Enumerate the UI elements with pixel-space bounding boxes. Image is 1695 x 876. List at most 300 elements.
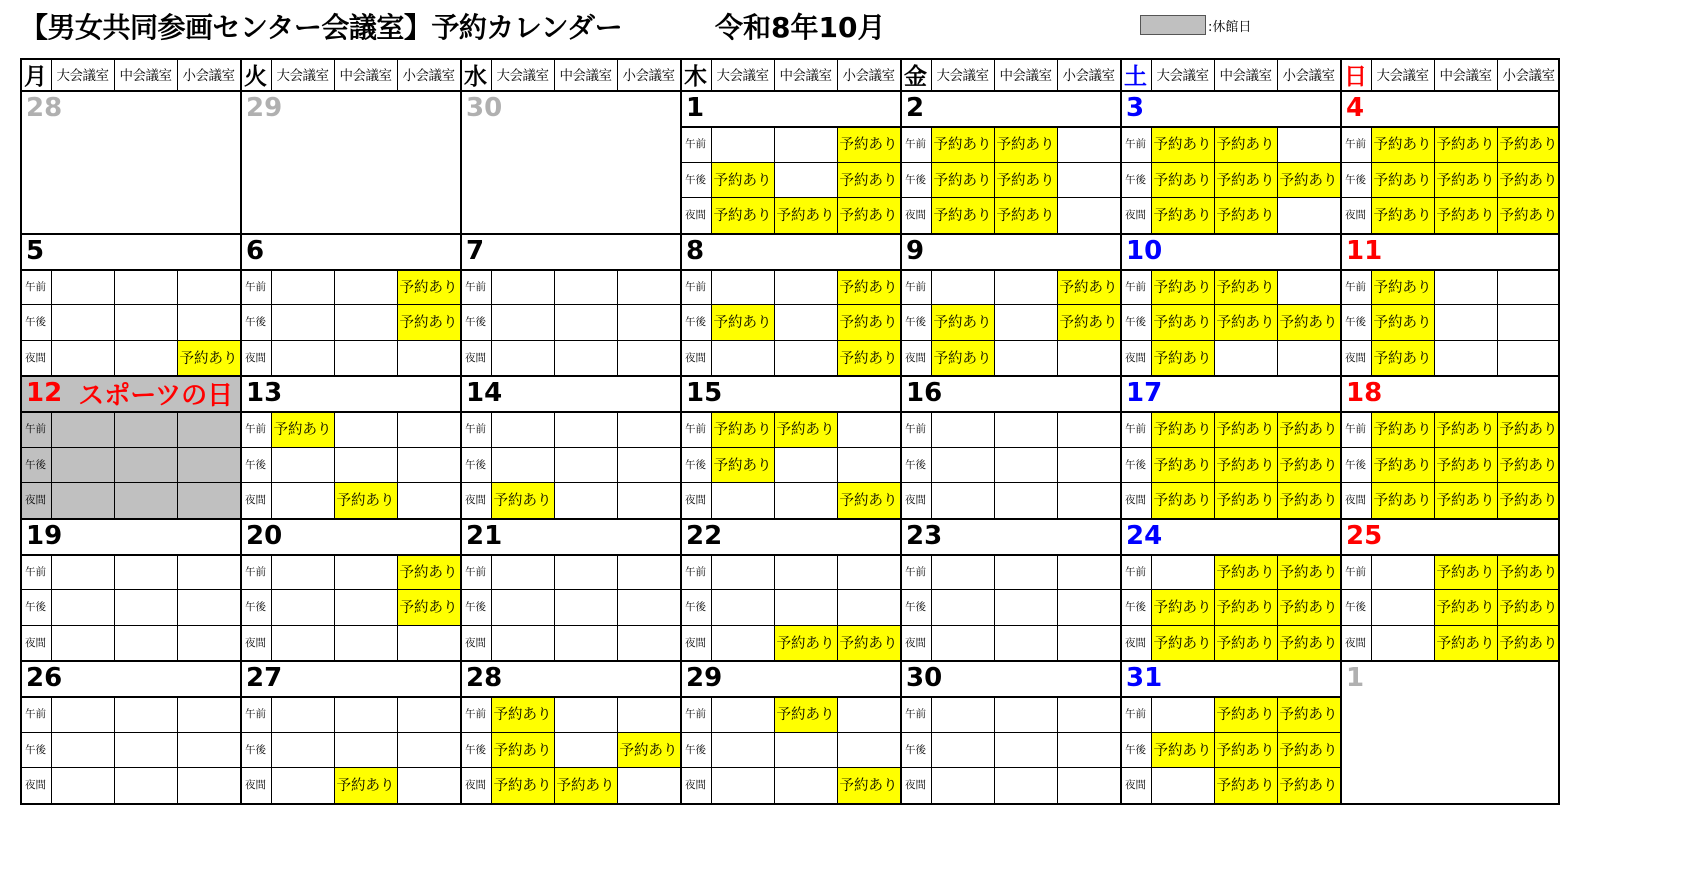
slot-label-pm: 午後: [245, 743, 266, 756]
grid-slot-divider: [1340, 197, 1560, 198]
grid-col-divider: [1371, 126, 1372, 233]
reservation-cell[interactable]: 予約あり: [1497, 554, 1560, 590]
reservation-cell[interactable]: 予約あり: [1434, 197, 1497, 233]
grid-slot-divider: [20, 625, 240, 626]
slot-label-night: 夜間: [905, 209, 926, 222]
grid-slot-divider: [460, 625, 680, 626]
room-header: 中会議室: [1439, 68, 1492, 84]
grid-day-divider: [460, 58, 462, 805]
grid-col-divider: [1214, 58, 1215, 90]
grid-header-divider: [20, 90, 1560, 92]
reservation-cell[interactable]: 予約あり: [837, 304, 900, 340]
reservation-cell[interactable]: 予約あり: [931, 126, 994, 162]
reservation-cell[interactable]: 予約あり: [491, 732, 554, 768]
slot-label-night: 夜間: [245, 636, 266, 649]
slot-label-night: 夜間: [905, 779, 926, 792]
grid-week-divider: [20, 518, 1560, 520]
grid-col-divider: [994, 411, 995, 518]
reservation-cell[interactable]: 予約あり: [617, 732, 680, 768]
reservation-cell[interactable]: 予約あり: [397, 589, 460, 625]
reservation-cell[interactable]: 予約あり: [1151, 589, 1214, 625]
grid-col-divider: [617, 554, 618, 661]
grid-slot-divider: [20, 340, 240, 341]
reservation-cell[interactable]: 予約あり: [711, 447, 774, 483]
reservation-cell[interactable]: 予約あり: [1151, 732, 1214, 768]
reservation-cell[interactable]: 予約あり: [1371, 197, 1434, 233]
grid-week-divider: [20, 375, 1560, 377]
slot-label-night: 夜間: [1345, 636, 1366, 649]
grid-slot-divider: [680, 732, 900, 733]
reservation-cell[interactable]: 予約あり: [1497, 482, 1560, 518]
grid-col-divider: [1057, 411, 1058, 518]
room-header: 大会議室: [56, 68, 109, 84]
reservation-cell[interactable]: 予約あり: [1434, 411, 1497, 447]
reservation-cell[interactable]: 予約あり: [1434, 162, 1497, 198]
room-header: 大会議室: [1156, 68, 1209, 84]
grid-slot-divider: [900, 767, 1120, 768]
reservation-calendar: [20, 58, 1560, 803]
grid-slot-divider: [1120, 340, 1340, 341]
grid-col-divider: [774, 554, 775, 661]
reservation-cell[interactable]: 予約あり: [1497, 625, 1560, 661]
slot-label-am: 午前: [685, 280, 706, 293]
grid-day-divider: [900, 58, 902, 805]
reservation-cell[interactable]: 予約あり: [774, 625, 837, 661]
reservation-cell[interactable]: 予約あり: [1277, 304, 1340, 340]
grid-date-divider: [1120, 411, 1340, 413]
grid-slot-divider: [240, 304, 460, 305]
grid-slot-divider: [680, 162, 900, 163]
weekday-header: 土: [1124, 63, 1147, 90]
slot-label-am: 午前: [25, 708, 46, 721]
reservation-cell[interactable]: 予約あり: [1277, 589, 1340, 625]
room-header: 中会議室: [1219, 68, 1272, 84]
reservation-cell[interactable]: 予約あり: [1371, 126, 1434, 162]
reservation-cell[interactable]: 予約あり: [334, 767, 397, 803]
grid-slot-divider: [240, 767, 460, 768]
grid-col-divider: [334, 58, 335, 90]
grid-day-divider: [1340, 58, 1342, 805]
grid-col-divider: [491, 696, 492, 803]
reservation-cell[interactable]: 予約あり: [1151, 269, 1214, 305]
grid-col-divider: [51, 411, 52, 518]
slot-label-night: 夜間: [1125, 779, 1146, 792]
slot-label-night: 夜間: [685, 351, 706, 364]
slot-label-pm: 午後: [685, 743, 706, 756]
grid-col-divider: [114, 411, 115, 518]
reservation-cell[interactable]: 予約あり: [1277, 482, 1340, 518]
grid-slot-divider: [680, 482, 900, 483]
reservation-cell[interactable]: 予約あり: [397, 304, 460, 340]
grid-col-divider: [51, 554, 52, 661]
grid-col-divider: [114, 696, 115, 803]
reservation-cell[interactable]: 予約あり: [1214, 767, 1277, 803]
room-header: 小会議室: [402, 68, 455, 84]
reservation-cell[interactable]: 予約あり: [1151, 197, 1214, 233]
grid-col-divider: [711, 126, 712, 233]
grid-slot-divider: [680, 625, 900, 626]
reservation-cell[interactable]: 予約あり: [1151, 162, 1214, 198]
reservation-cell[interactable]: 予約あり: [711, 304, 774, 340]
reservation-cell[interactable]: 予約あり: [1151, 340, 1214, 376]
grid-col-divider: [1277, 554, 1278, 661]
grid-date-divider: [680, 269, 900, 271]
weekday-header: 月: [24, 63, 47, 90]
grid-date-divider: [20, 411, 240, 413]
slot-label-night: 夜間: [685, 636, 706, 649]
grid-col-divider: [177, 269, 178, 376]
reservation-cell[interactable]: 予約あり: [1434, 126, 1497, 162]
slot-label-pm: 午後: [465, 601, 486, 614]
reservation-cell[interactable]: 予約あり: [1277, 162, 1340, 198]
grid-date-divider: [240, 696, 460, 698]
grid-slot-divider: [240, 447, 460, 448]
slot-label-night: 夜間: [245, 494, 266, 507]
room-header: 小会議室: [1062, 68, 1115, 84]
reservation-cell[interactable]: 予約あり: [1497, 411, 1560, 447]
reservation-cell[interactable]: 予約あり: [1214, 126, 1277, 162]
slot-label-pm: 午後: [1125, 601, 1146, 614]
reservation-cell[interactable]: 予約あり: [1371, 269, 1434, 305]
slot-label-night: 夜間: [245, 351, 266, 364]
date-number: 1: [686, 93, 705, 123]
reservation-cell[interactable]: 予約あり: [1371, 304, 1434, 340]
reservation-cell[interactable]: 予約あり: [1277, 554, 1340, 590]
reservation-cell[interactable]: 予約あり: [1371, 411, 1434, 447]
date-number: 10: [1126, 235, 1163, 266]
reservation-cell[interactable]: 予約あり: [1277, 732, 1340, 768]
grid-date-divider: [900, 554, 1120, 556]
reservation-cell[interactable]: 予約あり: [994, 197, 1057, 233]
reservation-cell[interactable]: 予約あり: [397, 554, 460, 590]
grid-col-divider: [1497, 58, 1498, 90]
reservation-cell[interactable]: 予約あり: [1434, 589, 1497, 625]
slot-label-night: 夜間: [25, 494, 46, 507]
reservation-cell[interactable]: 予約あり: [994, 126, 1057, 162]
grid-col-divider: [1371, 554, 1372, 661]
reservation-cell[interactable]: 予約あり: [711, 411, 774, 447]
grid-slot-divider: [1120, 732, 1340, 733]
grid-slot-divider: [1120, 625, 1340, 626]
grid-slot-divider: [900, 732, 1120, 733]
reservation-cell[interactable]: 予約あり: [837, 625, 900, 661]
grid-date-divider: [680, 126, 900, 128]
slot-label-pm: 午後: [465, 743, 486, 756]
grid-slot-divider: [460, 340, 680, 341]
grid-top-border: [20, 58, 1560, 60]
grid-col-divider: [554, 411, 555, 518]
date-number: 5: [26, 235, 45, 266]
grid-slot-divider: [900, 197, 1120, 198]
grid-col-divider: [1497, 411, 1498, 518]
slot-label-am: 午前: [1125, 708, 1146, 721]
grid-date-divider: [1120, 554, 1340, 556]
slot-label-am: 午前: [25, 280, 46, 293]
reservation-cell[interactable]: 予約あり: [1214, 269, 1277, 305]
grid-col-divider: [334, 269, 335, 376]
reservation-cell[interactable]: 予約あり: [1214, 732, 1277, 768]
grid-col-divider: [271, 58, 272, 90]
date-number: 29: [686, 663, 723, 693]
date-number: 26: [26, 663, 63, 693]
holiday-name: スポーツの日: [78, 380, 234, 411]
slot-label-pm: 午後: [1125, 743, 1146, 756]
grid-col-divider: [994, 696, 995, 803]
grid-slot-divider: [1120, 447, 1340, 448]
slot-label-pm: 午後: [685, 458, 706, 471]
reservation-cell[interactable]: 予約あり: [1214, 696, 1277, 732]
slot-label-pm: 午後: [1345, 173, 1366, 186]
reservation-cell[interactable]: 予約あり: [1151, 411, 1214, 447]
grid-col-divider: [554, 58, 555, 90]
date-number: 27: [246, 663, 283, 693]
reservation-cell[interactable]: 予約あり: [397, 269, 460, 305]
reservation-cell[interactable]: 予約あり: [1277, 696, 1340, 732]
reservation-cell[interactable]: 予約あり: [931, 162, 994, 198]
slot-label-am: 午前: [905, 423, 926, 436]
date-number: 4: [1346, 93, 1365, 123]
weekday-header: 水: [464, 63, 487, 90]
grid-slot-divider: [460, 767, 680, 768]
grid-slot-divider: [460, 589, 680, 590]
reservation-cell[interactable]: 予約あり: [931, 304, 994, 340]
grid-date-divider: [20, 554, 240, 556]
grid-slot-divider: [460, 732, 680, 733]
grid-col-divider: [1151, 269, 1152, 376]
grid-col-divider: [397, 411, 398, 518]
slot-label-pm: 午後: [1345, 316, 1366, 329]
reservation-cell[interactable]: 予約あり: [1277, 411, 1340, 447]
grid-slot-divider: [900, 482, 1120, 483]
reservation-cell[interactable]: 予約あり: [1057, 304, 1120, 340]
reservation-cell[interactable]: 予約あり: [1434, 482, 1497, 518]
reservation-cell[interactable]: 予約あり: [1214, 162, 1277, 198]
reservation-cell[interactable]: 予約あり: [1214, 554, 1277, 590]
slot-label-am: 午前: [1345, 138, 1366, 151]
reservation-cell[interactable]: 予約あり: [1151, 304, 1214, 340]
slot-label-pm: 午後: [245, 316, 266, 329]
grid-slot-divider: [240, 589, 460, 590]
reservation-cell[interactable]: 予約あり: [837, 269, 900, 305]
reservation-cell[interactable]: 予約あり: [1151, 126, 1214, 162]
reservation-cell[interactable]: 予約あり: [837, 340, 900, 376]
grid-col-divider: [617, 696, 618, 803]
date-number: 15: [686, 378, 723, 408]
grid-col-divider: [1434, 269, 1435, 376]
date-number: 21: [466, 520, 503, 551]
slot-label-am: 午前: [1345, 565, 1366, 578]
grid-slot-divider: [900, 625, 1120, 626]
grid-day-divider: [1558, 58, 1560, 805]
reservation-cell[interactable]: 予約あり: [837, 482, 900, 518]
reservation-cell[interactable]: 予約あり: [1371, 162, 1434, 198]
grid-slot-divider: [1120, 767, 1340, 768]
grid-date-divider: [460, 269, 680, 271]
grid-col-divider: [177, 411, 178, 518]
grid-slot-divider: [1120, 304, 1340, 305]
reservation-cell[interactable]: 予約あり: [334, 482, 397, 518]
reservation-cell[interactable]: 予約あり: [1277, 447, 1340, 483]
date-number: 28: [26, 93, 63, 123]
reservation-cell[interactable]: 予約あり: [491, 482, 554, 518]
reservation-cell[interactable]: 予約あり: [774, 197, 837, 233]
grid-col-divider: [1497, 269, 1498, 376]
reservation-cell[interactable]: 予約あり: [711, 162, 774, 198]
grid-slot-divider: [1120, 162, 1340, 163]
grid-col-divider: [774, 126, 775, 233]
reservation-cell[interactable]: 予約あり: [1214, 411, 1277, 447]
grid-col-divider: [271, 411, 272, 518]
slot-label-am: 午前: [465, 565, 486, 578]
reservation-cell[interactable]: 予約あり: [177, 340, 240, 376]
grid-slot-divider: [460, 304, 680, 305]
reservation-cell[interactable]: 予約あり: [1214, 304, 1277, 340]
reservation-cell[interactable]: 予約あり: [1277, 625, 1340, 661]
grid-col-divider: [837, 554, 838, 661]
reservation-cell[interactable]: 予約あり: [1151, 625, 1214, 661]
slot-label-night: 夜間: [465, 779, 486, 792]
reservation-cell[interactable]: 予約あり: [931, 340, 994, 376]
slot-label-pm: 午後: [245, 601, 266, 614]
date-number: 22: [686, 520, 723, 551]
grid-date-divider: [900, 411, 1120, 413]
reservation-cell[interactable]: 予約あり: [1371, 340, 1434, 376]
date-number: 7: [466, 235, 485, 266]
grid-col-divider: [554, 696, 555, 803]
reservation-cell[interactable]: 予約あり: [994, 162, 1057, 198]
grid-day-divider: [20, 58, 22, 805]
reservation-cell[interactable]: 予約あり: [774, 696, 837, 732]
grid-slot-divider: [900, 589, 1120, 590]
grid-col-divider: [837, 58, 838, 90]
reservation-cell[interactable]: 予約あり: [711, 197, 774, 233]
grid-slot-divider: [20, 767, 240, 768]
slot-label-pm: 午後: [1125, 173, 1146, 186]
slot-label-pm: 午後: [1345, 601, 1366, 614]
grid-date-divider: [20, 269, 240, 271]
reservation-cell[interactable]: 予約あり: [1214, 482, 1277, 518]
grid-col-divider: [554, 554, 555, 661]
reservation-cell[interactable]: 予約あり: [837, 197, 900, 233]
reservation-cell[interactable]: 予約あり: [837, 162, 900, 198]
grid-col-divider: [271, 696, 272, 803]
reservation-cell[interactable]: 予約あり: [837, 126, 900, 162]
grid-slot-divider: [460, 447, 680, 448]
reservation-cell[interactable]: 予約あり: [1214, 625, 1277, 661]
grid-col-divider: [837, 269, 838, 376]
date-number: 19: [26, 520, 63, 551]
reservation-cell[interactable]: 予約あり: [1497, 447, 1560, 483]
reservation-cell[interactable]: 予約あり: [1434, 625, 1497, 661]
slot-label-night: 夜間: [25, 636, 46, 649]
grid-col-divider: [51, 269, 52, 376]
grid-col-divider: [994, 269, 995, 376]
grid-col-divider: [1151, 126, 1152, 233]
slot-label-am: 午前: [25, 565, 46, 578]
reservation-cell[interactable]: 予約あり: [1057, 269, 1120, 305]
grid-col-divider: [1277, 269, 1278, 376]
reservation-cell[interactable]: 予約あり: [1371, 482, 1434, 518]
slot-label-am: 午前: [1125, 423, 1146, 436]
reservation-cell[interactable]: 予約あり: [1151, 447, 1214, 483]
grid-date-divider: [680, 411, 900, 413]
slot-label-am: 午前: [1345, 280, 1366, 293]
slot-label-pm: 午後: [465, 458, 486, 471]
weekday-header: 火: [244, 63, 267, 90]
slot-label-night: 夜間: [25, 779, 46, 792]
grid-week-divider: [20, 660, 1560, 662]
grid-date-divider: [460, 696, 680, 698]
reservation-cell[interactable]: 予約あり: [931, 197, 994, 233]
grid-slot-divider: [240, 340, 460, 341]
grid-slot-divider: [240, 732, 460, 733]
grid-col-divider: [491, 58, 492, 90]
reservation-cell[interactable]: 予約あり: [837, 767, 900, 803]
grid-col-divider: [177, 58, 178, 90]
reservation-cell[interactable]: 予約あり: [1371, 447, 1434, 483]
room-header: 小会議室: [1282, 68, 1335, 84]
grid-col-divider: [711, 696, 712, 803]
grid-col-divider: [1214, 696, 1215, 803]
grid-col-divider: [1434, 126, 1435, 233]
room-header: 小会議室: [182, 68, 235, 84]
grid-col-divider: [1277, 696, 1278, 803]
room-header: 中会議室: [339, 68, 392, 84]
grid-date-divider: [1340, 269, 1560, 271]
reservation-cell[interactable]: 予約あり: [1214, 197, 1277, 233]
reservation-cell[interactable]: 予約あり: [774, 411, 837, 447]
room-header: 大会議室: [936, 68, 989, 84]
grid-date-divider: [20, 696, 240, 698]
slot-label-night: 夜間: [1125, 636, 1146, 649]
grid-col-divider: [617, 269, 618, 376]
reservation-cell[interactable]: 予約あり: [1151, 482, 1214, 518]
reservation-cell[interactable]: 予約あり: [1497, 126, 1560, 162]
grid-date-divider: [900, 696, 1120, 698]
reservation-cell[interactable]: 予約あり: [1214, 447, 1277, 483]
grid-col-divider: [1371, 411, 1372, 518]
reservation-cell[interactable]: 予約あり: [491, 767, 554, 803]
slot-label-night: 夜間: [1345, 351, 1366, 364]
grid-col-divider: [397, 696, 398, 803]
grid-col-divider: [931, 269, 932, 376]
reservation-cell[interactable]: 予約あり: [1497, 197, 1560, 233]
reservation-cell[interactable]: 予約あり: [1214, 589, 1277, 625]
slot-label-pm: 午後: [905, 601, 926, 614]
slot-label-am: 午前: [465, 280, 486, 293]
reservation-cell[interactable]: 予約あり: [1497, 162, 1560, 198]
room-header: 大会議室: [716, 68, 769, 84]
grid-col-divider: [1214, 554, 1215, 661]
reservation-cell[interactable]: 予約あり: [1434, 554, 1497, 590]
reservation-cell[interactable]: 予約あり: [1434, 447, 1497, 483]
slot-label-night: 夜間: [905, 351, 926, 364]
reservation-cell[interactable]: 予約あり: [554, 767, 617, 803]
date-number: 12: [26, 378, 63, 408]
grid-col-divider: [334, 411, 335, 518]
reservation-cell[interactable]: 予約あり: [1277, 767, 1340, 803]
reservation-cell[interactable]: 予約あり: [1497, 589, 1560, 625]
grid-col-divider: [994, 58, 995, 90]
reservation-cell[interactable]: 予約あり: [491, 696, 554, 732]
slot-label-pm: 午後: [905, 743, 926, 756]
slot-label-am: 午前: [905, 138, 926, 151]
weekday-header: 木: [684, 63, 707, 90]
grid-col-divider: [1434, 554, 1435, 661]
grid-date-divider: [1120, 696, 1340, 698]
slot-label-night: 夜間: [1125, 494, 1146, 507]
reservation-cell[interactable]: 予約あり: [271, 411, 334, 447]
